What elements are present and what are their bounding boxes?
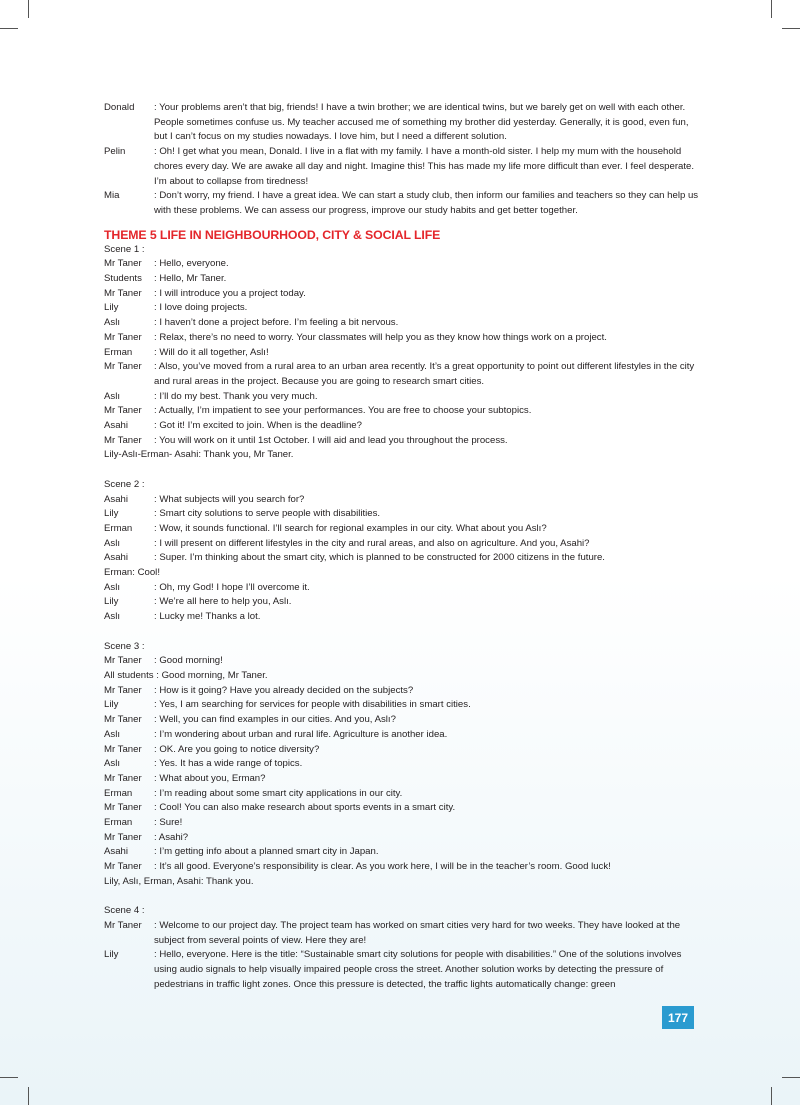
dialogue-text: : Lucky me! Thanks a lot. — [154, 611, 261, 623]
scene-title: Scene 4 : — [104, 905, 145, 917]
dialogue-text: : Yes, I am searching for services for people with disabilities in smart cities. — [154, 699, 471, 711]
speaker-name: Asahi — [104, 493, 128, 505]
dialogue-line — [104, 919, 700, 948]
speaker-name: Aslı — [104, 728, 120, 740]
speaker-name: Erman — [104, 522, 133, 534]
dialogue-text: : Wow, it sounds functional. I’ll search for regional examples in our city. What about you Aslı? — [154, 522, 547, 534]
dialogue-text: : Also, you’ve moved from a rural area to an urban area recently. It’s a great opportunity to point out different lifestyles in the city and rural areas in the project. Because you are going to research smart cities. — [154, 361, 695, 387]
dialogue-text: : Yes. It has a wide range of topics. — [154, 758, 303, 770]
speaker-name: Mr Taner — [104, 331, 142, 343]
dialogue-line — [104, 390, 700, 405]
dialogue-text: : I haven’t done a project before. I’m feeling a bit nervous. — [154, 317, 399, 329]
dialogue-line — [104, 551, 700, 566]
spacer — [104, 625, 700, 640]
speaker-name: Lily — [104, 508, 119, 520]
speaker-name: Mia — [104, 190, 120, 202]
dialogue-line — [104, 757, 700, 772]
dialogue-text: : I’m wondering about urban and rural life. Agriculture is another idea. — [154, 728, 448, 740]
crop-mark — [0, 28, 18, 29]
dialogue-line — [104, 316, 700, 331]
speaker-name: Mr Taner — [104, 287, 142, 299]
dialogue-text: : Relax, there’s no need to worry. Your classmates will help you as they know how things work on a project. — [154, 331, 607, 343]
dialogue-text: : Good morning! — [154, 655, 223, 667]
dialogue-text: : I’ll do my best. Thank you very much. — [154, 390, 318, 402]
crop-mark — [782, 1077, 800, 1078]
dialogue-text: : Welcome to our project day. The project team has worked on smart cities very hard for two weeks. They have looked at the subject from several points of view. Here they are! — [154, 919, 681, 946]
dialogue-line — [104, 301, 700, 316]
speaker-name: Aslı — [104, 317, 120, 329]
dialogue-text: : Well, you can find examples in our cities. And you, Aslı? — [154, 714, 396, 726]
dialogue-text: : You will work on it until 1st October. I will aid and lead you throughout the process. — [154, 434, 508, 446]
speaker-name: Lily — [104, 596, 119, 608]
dialogue-text: : OK. Are you going to notice diversity? — [154, 743, 320, 755]
dialogue-line — [104, 346, 700, 361]
speaker-name: Asahi — [104, 420, 128, 432]
speaker-name: Aslı — [104, 611, 120, 623]
speaker-name: Mr Taner — [104, 802, 142, 814]
dialogue-line — [104, 743, 700, 758]
dialogue-text: : I will introduce you a project today. — [154, 287, 306, 299]
speaker-name: Mr Taner — [104, 772, 142, 784]
scene-title: Scene 1 : — [104, 243, 145, 255]
scene-1 — [104, 243, 700, 464]
dialogue-line — [104, 948, 700, 992]
crop-mark — [782, 28, 800, 29]
dialogue-text: : I love doing projects. — [154, 302, 248, 314]
dialogue-text: : It’s all good. Everyone’s responsibility is clear. As you work here, I will be in the teacher’s room. Good luck! — [154, 861, 611, 873]
group-line: Lily-Aslı-Erman- Asahi: Thank you, Mr Taner. — [104, 449, 294, 461]
scene-title: Scene 2 : — [104, 478, 145, 490]
dialogue-text: : Actually, I’m impatient to see your performances. You are free to choose your subtopics. — [154, 405, 532, 417]
group-line: All students : Good morning, Mr Taner. — [104, 669, 268, 681]
speaker-name: Lily — [104, 302, 119, 314]
dialogue-text: : Don’t worry, my friend. I have a great idea. We can start a study club, then inform our families and teachers so they can help us with these problems. We can assess our progress, improve our study habits and get better together. — [154, 190, 699, 216]
dialogue-line — [104, 654, 700, 669]
dialogue-line — [104, 801, 700, 816]
dialogue-text: : I’m reading about some smart city applications in our city. — [154, 787, 403, 799]
speaker-name: Mr Taner — [104, 684, 142, 696]
dialogue-line — [104, 360, 700, 389]
scene-4 — [104, 904, 700, 992]
crop-mark — [28, 1087, 29, 1105]
dialogue-text: : How is it going? Have you already decided on the subjects? — [154, 684, 414, 696]
speaker-name: Mr Taner — [104, 861, 142, 873]
dialogue-text: : I’m getting info about a planned smart city in Japan. — [154, 846, 379, 858]
spacer — [104, 463, 700, 478]
speaker-name: Aslı — [104, 537, 120, 549]
group-line: Lily, Aslı, Erman, Asahi: Thank you. — [104, 875, 254, 887]
speaker-name: Mr Taner — [104, 655, 142, 667]
crop-mark — [28, 0, 29, 18]
theme-heading: THEME 5 LIFE IN NEIGHBOURHOOD, CITY & SOCIAL LIFE — [104, 227, 441, 242]
dialogue-text: : Hello, Mr Taner. — [154, 273, 227, 285]
dialogue-line — [104, 419, 700, 434]
scene-2 — [104, 478, 700, 625]
speaker-name: Mr Taner — [104, 919, 142, 931]
speaker-name: Asahi — [104, 552, 128, 564]
dialogue-line — [104, 522, 700, 537]
dialogue-line — [104, 272, 700, 287]
speaker-name: Asahi — [104, 846, 128, 858]
speaker-name: Aslı — [104, 758, 120, 770]
speaker-name: Mr Taner — [104, 405, 142, 417]
dialogue-text: : Hello, everyone. — [154, 258, 229, 270]
speaker-name: Erman — [104, 346, 133, 358]
dialogue-text: : What about you, Erman? — [154, 772, 266, 784]
speaker-name: Erman — [104, 817, 133, 829]
speaker-name: Mr Taner — [104, 361, 142, 373]
dialogue-line — [104, 845, 700, 860]
dialogue-line — [104, 493, 700, 508]
dialogue-line — [104, 331, 700, 346]
speaker-name: Pelin — [104, 146, 126, 158]
dialogue-line — [104, 698, 700, 713]
dialogue-line — [104, 537, 700, 552]
speaker-name: Lily — [104, 949, 119, 961]
speaker-name: Donald — [104, 102, 135, 113]
dialogue-text: : Will do it all together, Aslı! — [154, 346, 269, 358]
dialogue-text: : Cool! You can also make research about sports events in a smart city. — [154, 802, 456, 814]
dialogue-line — [104, 434, 700, 449]
inline-dialogue-line: Erman: Cool! — [104, 567, 160, 579]
dialogue-text: : Your problems aren’t that big, friends! I have a twin brother; we are identical twins, but we barely get on well with each other. People sometimes confuse us. My teacher accused me of something my brother did yesterday. Generally, it is good, even fun, but I can’t focus on my studies nowadays. I love him, but I need a different solution. — [154, 102, 689, 143]
dialogue-line — [104, 507, 700, 522]
speaker-name: Aslı — [104, 581, 120, 593]
page-content — [104, 101, 700, 992]
dialogue-line — [104, 713, 700, 728]
speaker-name: Aslı — [104, 390, 120, 402]
dialogue-line — [104, 787, 700, 802]
dialogue-text: : Oh! I get what you mean, Donald. I live in a flat with my family. I have a month-old sister. I help my mum with the household chores every day. We are awake all day and night. Imagine this! This has made my life more difficult than ever. I feel desperate. I’m about to collapse from tiredness! — [154, 146, 695, 187]
crop-mark — [771, 1087, 772, 1105]
speaker-name: Mr Taner — [104, 434, 142, 446]
speaker-name: Erman — [104, 787, 133, 799]
speaker-name: Mr Taner — [104, 714, 142, 726]
dialogue-line — [104, 831, 700, 846]
dialogue-text: : I will present on different lifestyles in the city and rural areas, and also on agriculture. And you, Asahi? — [154, 537, 590, 549]
dialogue-line — [104, 728, 700, 743]
dialogue-line — [104, 860, 700, 875]
dialogue-line — [104, 189, 700, 218]
dialogue-line — [104, 816, 700, 831]
speaker-name: Mr Taner — [104, 743, 142, 755]
speaker-name: Lily — [104, 699, 119, 711]
dialogue-line — [104, 595, 700, 610]
dialogue-text: : We’re all here to help you, Aslı. — [154, 596, 292, 608]
dialogue-line — [104, 684, 700, 699]
spacer — [104, 890, 700, 905]
dialogue-line — [104, 287, 700, 302]
dialogue-text: : What subjects will you search for? — [154, 493, 305, 505]
dialogue-text: : Hello, everyone. Here is the title: “Sustainable smart city solutions for people with disabilities.” One of the solutions involves using audio signals to help visually impaired people cross the street. Another solution works by detecting the pressure of pedestrians in traffic light zones. Once this pressure is detected, the traffic lights automatically change: green — [154, 949, 682, 990]
speaker-name: Mr Taner — [104, 258, 142, 270]
dialogue-text: : Got it! I’m excited to join. When is the deadline? — [154, 420, 362, 432]
dialogue-text: : Asahi? — [154, 831, 189, 843]
dialogue-line — [104, 101, 700, 145]
scene-3 — [104, 640, 700, 890]
dialogue-line — [104, 404, 700, 419]
dialogue-text: : Super. I’m thinking about the smart city, which is planned to be constructed for 2000 citizens in the future. — [154, 552, 605, 564]
dialogue-line — [104, 581, 700, 596]
speaker-name: Mr Taner — [104, 831, 142, 843]
dialogue-text: : Smart city solutions to serve people with disabilities. — [154, 508, 381, 520]
intro-dialogue — [104, 101, 700, 219]
crop-mark — [771, 0, 772, 18]
speaker-name: Students — [104, 273, 142, 285]
page-number: 177 — [662, 1006, 694, 1029]
scene-title: Scene 3 : — [104, 640, 145, 652]
dialogue-line — [104, 257, 700, 272]
dialogue-text: : Oh, my God! I hope I’ll overcome it. — [154, 581, 310, 593]
dialogue-line — [104, 145, 700, 189]
dialogue-line — [104, 610, 700, 625]
crop-mark — [0, 1077, 18, 1078]
dialogue-text: : Sure! — [154, 817, 183, 829]
dialogue-line — [104, 772, 700, 787]
